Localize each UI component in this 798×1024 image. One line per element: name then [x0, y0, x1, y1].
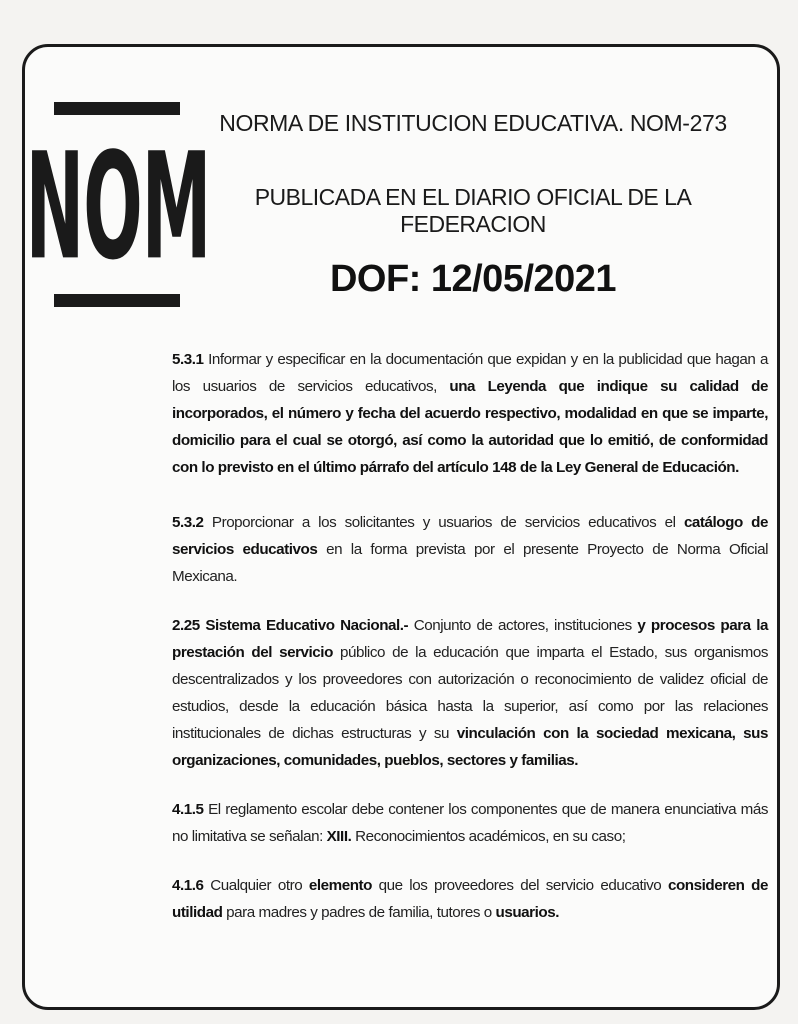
logo-bottom-bar — [54, 294, 180, 307]
paragraph-4-1-5 — [172, 796, 768, 850]
paragraph-bold-text: vinculación con la sociedad mexicana, sus organizaciones, comunidades, pueblos, sectores y familias. — [172, 725, 768, 769]
paragraph-bold-text: consideren de utilidad — [172, 877, 769, 921]
paragraph-bold-text: una Leyenda que indique su calidad de incorporados, el número y fecha del acuerdo respectivo, modalidad en que se imparte, domicilio para el cual se otorgó, así como la autoridad que lo emitió, de conformidad con lo previsto en el último párrafo del artículo 148 de la Ley General de Educación. — [172, 378, 769, 476]
paragraph-5-3-2 — [172, 509, 768, 590]
paragraph-text: Informar y especificar en la documentación que expidan y en la publicidad que hagan a los usuarios de servicios educativos, — [172, 351, 768, 395]
section-number: 4.1.6 — [172, 877, 204, 894]
paragraph-bold-text: usuarios. — [495, 904, 560, 921]
header-norma-title: NORMA DE INSTITUCION EDUCATIVA. NOM-273 — [219, 110, 727, 136]
section-number: 4.1.5 — [172, 801, 204, 818]
section-number: 5.3.1 — [172, 351, 204, 368]
paragraph-bold-text: catálogo de servicios educativos — [172, 514, 768, 558]
paragraph-text: Conjunto de actores, instituciones — [408, 617, 638, 634]
paragraph-text: en la forma prevista por el presente Proyecto de Norma Oficial Mexicana. — [172, 541, 769, 585]
paragraph-text: público de la educación que imparta el Estado, sus organismos descentralizados y los proveedores con autorización o reconocimiento de validez oficial de estudios, desde la educación básica hasta la superior, así como por las relaciones institucionales de dichas estructuras y su — [172, 644, 768, 742]
document-body — [172, 346, 768, 948]
paragraph-text: para madres y padres de familia, tutores o — [222, 904, 496, 921]
paragraph-bold-text: elemento — [308, 877, 372, 894]
paragraph-text: Reconocimientos académicos, en su caso; — [351, 828, 626, 845]
paragraph-text: El reglamento escolar debe contener los componentes que de manera enunciativa más no limitativa se señalan: — [172, 801, 768, 845]
logo-text: NOM — [25, 120, 211, 294]
paragraph-bold-text: XIII. — [326, 828, 352, 845]
paragraph-4-1-6 — [172, 872, 768, 926]
paragraph-text: Proporcionar a los solicitantes y usuarios de servicios educativos el — [203, 514, 684, 531]
header-dof-date: DOF: 12/05/2021 — [329, 258, 617, 300]
nom-logo — [25, 102, 211, 310]
paragraph-text: Cualquier otro — [203, 877, 309, 894]
paragraph-bold-text: y procesos para la prestación del servicio — [172, 617, 769, 661]
paragraph-text: que los proveedores del servicio educativo — [371, 877, 668, 894]
paragraph-5-3-1 — [172, 346, 768, 481]
section-number: 5.3.2 — [172, 514, 204, 531]
header-publication: PUBLICADA EN EL DIARIO OFICIAL DE LA FEDERACION — [254, 184, 692, 237]
paragraph-2-25 — [172, 612, 768, 774]
section-number: 2.25 Sistema Educativo Nacional.- — [172, 617, 409, 634]
